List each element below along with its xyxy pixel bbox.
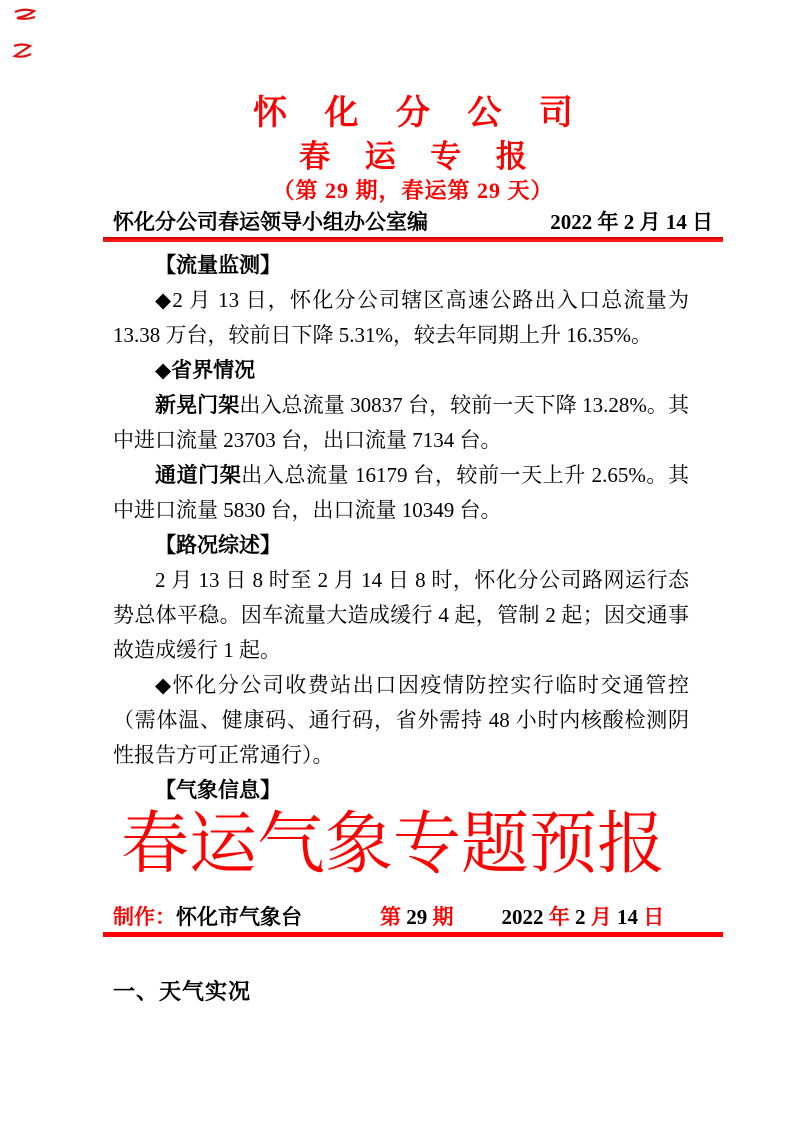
masthead-editor: 怀化分公司春运领导小组办公室编 (113, 210, 428, 234)
producer-name: 怀化市气象台 (176, 905, 302, 929)
covid-control-paragraph: ◆怀化分公司收费站出口因疫情防控实行临时交通管控（需体温、健康码、通行码，省外需持 48 小时内核酸检测阴性报告方可正常通行）。 (113, 673, 689, 767)
date-day-unit: 日 (643, 905, 665, 929)
weather-red-rule (103, 932, 723, 937)
tongdao-gantry-label: 通道门架 (155, 464, 242, 487)
tongdao-gantry-stats: 出入总流量 16179 台，较前一天上升 2.65%。其中进口流量 5830 台，出口流量 10349 台。 (113, 463, 690, 522)
date-day: 14 (611, 905, 644, 929)
issue-suffix: 期 (432, 905, 454, 929)
tongdao-paragraph (113, 458, 689, 528)
weather-banner-title: 春运气象专题预报 (121, 806, 666, 882)
road-condition-heading: 【路况综述】 (155, 534, 281, 557)
red-annotation-marks (10, 4, 50, 64)
date-year-unit: 年 (548, 905, 570, 929)
issue-prefix: 第 (380, 905, 401, 929)
traffic-paragraph: ◆2 月 13 日，怀化分公司辖区高速公路出入口总流量为 13.38 万台，较前日下降 5.31%，较去年同期上升 16.35%。 (113, 288, 689, 347)
xinhuang-gantry-stats: 出入总流量 30837 台，较前一天下降 13.28%。其中进口流量 23703 台，出口流量 7134 台。 (113, 393, 690, 452)
weather-actual-heading: 一、天气实况 (113, 979, 252, 1004)
weather-producer (113, 904, 302, 930)
masthead-date: 2022 年 2 月 14 日 (550, 210, 713, 234)
road-condition-paragraph: 2 月 13 日 8 时至 2 月 14 日 8 时，怀化分公司路网运行态势总体平稳。因车流量大造成缓行 4 起，管制 2 起；因交通事故造成缓行 1 起。 (113, 568, 689, 662)
date-month: 2 (569, 905, 591, 929)
masthead-red-rule (103, 237, 723, 242)
document-content (113, 0, 713, 1005)
issue-number: 29 (401, 905, 433, 929)
border-subheading: ◆省界情况 (155, 359, 256, 382)
date-month-unit: 月 (590, 905, 612, 929)
weather-issue-number (380, 904, 454, 930)
xinhuang-gantry-label: 新晃门架 (155, 394, 240, 417)
weather-date (502, 904, 665, 930)
traffic-monitor-heading: 【流量监测】 (155, 254, 281, 277)
report-body (113, 248, 689, 808)
date-year: 2022 (501, 905, 549, 929)
producer-label: 制作： (113, 905, 176, 929)
xinhuang-paragraph (113, 388, 689, 458)
weather-meta-row (113, 904, 713, 930)
masthead-row (113, 209, 713, 235)
issue-line: （第 29 期，春运第 29 天） (272, 178, 554, 203)
report-title: 春 运 专 报 (299, 139, 540, 174)
company-title: 怀 化 分 公 司 (253, 94, 587, 132)
weather-info-heading: 【气象信息】 (155, 779, 281, 802)
